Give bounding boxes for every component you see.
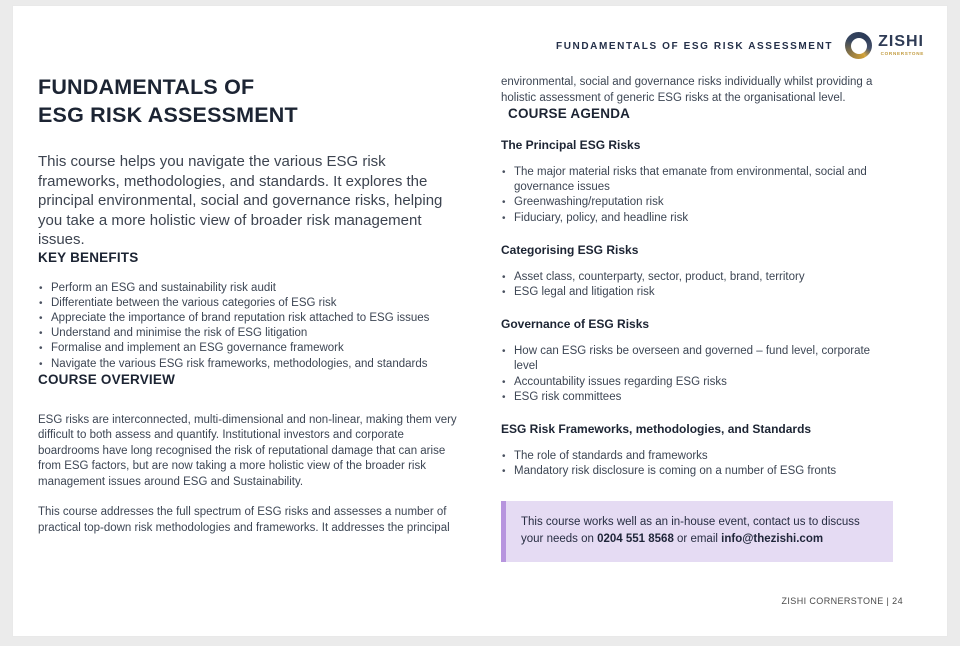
right-column <box>501 75 893 562</box>
agenda-section-heading: ESG Risk Frameworks, methodologies, and Standards <box>501 422 812 437</box>
agenda-section-heading: Categorising ESG Risks <box>501 242 639 257</box>
list-item: • The role of standards and frameworks <box>501 449 893 464</box>
list-item: • Perform an ESG and sustainability risk audit <box>38 281 462 296</box>
contact-callout <box>501 501 893 562</box>
list-item: • Formalise and implement an ESG governance framework <box>38 341 462 356</box>
logo-text <box>878 34 924 56</box>
logo-sub-brand: CORNERSTONE <box>880 50 924 56</box>
list-item: • Appreciate the importance of brand reputation risk attached to ESG issues <box>38 311 462 326</box>
list-item: • Navigate the various ESG risk frameworks, methodologies, and standards <box>38 357 462 372</box>
course-agenda-heading: COURSE AGENDA <box>508 106 631 121</box>
key-benefits-heading: KEY BENEFITS <box>38 249 139 265</box>
phone-number: 0204 551 8568 <box>597 533 674 546</box>
course-overview-paragraph-2: This course addresses the full spectrum of ESG risks and assesses a number of practical top-down risk methodologies and frameworks. It addresses the principal <box>38 506 450 534</box>
list-item: • Mandatory risk disclosure is coming on a number of ESG fronts <box>501 464 893 479</box>
list-item: • Understand and minimise the risk of ESG litigation <box>38 326 462 341</box>
list-item: • ESG legal and litigation risk <box>501 285 893 300</box>
course-overview-paragraph-1: ESG risks are interconnected, multi-dimensional and non-linear, making them very difficult to both assess and quantify. Institutional investors and corporate boardrooms have long recognised the risk of reputational damage that can arise from ESG factors, but are now taking a more holistic view of the broader risk management issues around ESG and Sustainability. <box>38 413 457 488</box>
list-item: • Differentiate between the various categories of ESG risk <box>38 296 462 311</box>
page-title-line1: FUNDAMENTALS OF <box>38 75 255 99</box>
list-item: • The major material risks that emanate from environmental, social and governance issues <box>501 165 893 195</box>
agenda-section-list <box>501 270 893 300</box>
list-item: • Asset class, counterparty, sector, product, brand, territory <box>501 270 893 285</box>
list-item: • How can ESG risks be overseen and governed – fund level, corporate level <box>501 344 893 374</box>
overview-continuation-paragraph: environmental, social and governance risks individually whilst providing a holistic assessment of generic ESG risks at the organisational level. <box>501 76 873 104</box>
agenda-section-list <box>501 344 893 405</box>
callout-text-before: This course works well as an in-house event, contact us to discuss your needs on <box>521 516 860 546</box>
logo-brand-name: ZISHI <box>878 33 924 51</box>
agenda-section-list <box>501 165 893 226</box>
header-doc-title: FUNDAMENTALS OF ESG RISK ASSESSMENT <box>555 41 834 52</box>
list-item: • Greenwashing/reputation risk <box>501 195 893 210</box>
page-footer-text: ZISHI CORNERSTONE | 24 <box>781 596 903 606</box>
page-title <box>38 73 462 129</box>
page-title-line2: ESG RISK ASSESSMENT <box>38 103 298 127</box>
agenda-section-heading: The Principal ESG Risks <box>501 138 641 152</box>
list-item: • Accountability issues regarding ESG risks <box>501 375 893 390</box>
agenda-section-heading: Governance of ESG Risks <box>501 317 650 332</box>
zishi-ring-icon <box>845 32 872 59</box>
document-page <box>12 5 948 637</box>
agenda-section-list <box>501 449 893 479</box>
left-column <box>38 73 462 536</box>
key-benefits-list <box>38 281 462 372</box>
email-address[interactable]: info@thezishi.com <box>721 533 824 546</box>
list-item: • Fiduciary, policy, and headline risk <box>501 211 893 226</box>
page-header <box>556 32 924 59</box>
callout-text-middle: or email <box>673 533 722 546</box>
course-overview-heading: COURSE OVERVIEW <box>38 371 176 387</box>
list-item: • ESG risk committees <box>501 390 893 405</box>
zishi-logo <box>845 32 924 59</box>
intro-paragraph: This course helps you navigate the various ESG risk frameworks, methodologies, and standards. It explores the principal environmental, social and governance risks, helping you take a more holistic view of broader risk management issues. <box>38 153 443 248</box>
